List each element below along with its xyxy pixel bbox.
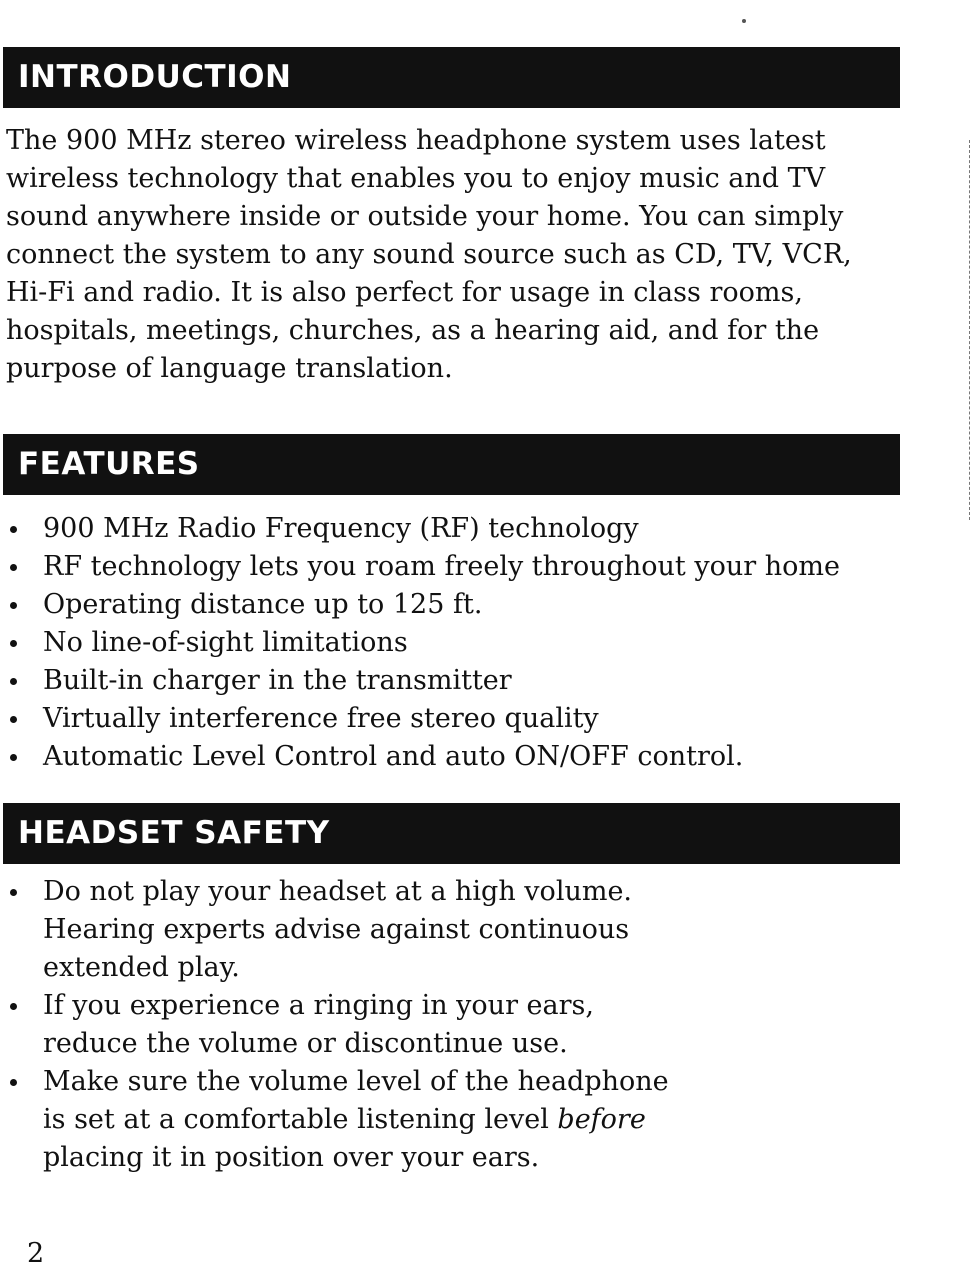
safety-line: placing it in position over your ears. [43, 1142, 540, 1173]
introduction-line: connect the system to any sound source such as CD, TV, VCR, [6, 239, 852, 270]
page-number: 2 [27, 1238, 45, 1269]
safety-list [0, 873, 669, 1177]
safety-item [0, 987, 669, 1063]
safety-line: Make sure the volume level of the headphone [43, 1066, 669, 1097]
feature-item: Automatic Level Control and auto ON/OFF control. [0, 738, 840, 776]
safety-item [0, 873, 669, 987]
introduction-paragraph [6, 122, 906, 388]
safety-line: extended play. [43, 952, 240, 983]
introduction-line: wireless technology that enables you to enjoy music and TV [6, 163, 826, 194]
feature-item: 900 MHz Radio Frequency (RF) technology [0, 510, 840, 548]
feature-item: RF technology lets you roam freely throughout your home [0, 548, 840, 586]
safety-line: Hearing experts advise against continuous [43, 914, 630, 945]
safety-line: Do not play your headset at a high volume. [43, 876, 633, 907]
introduction-heading: INTRODUCTION [3, 47, 900, 108]
introduction-line: The 900 MHz stereo wireless headphone system uses latest [6, 125, 826, 156]
features-list [0, 510, 840, 776]
introduction-line: Hi-Fi and radio. It is also perfect for usage in class rooms, [6, 277, 803, 308]
safety-line-with-emphasis [43, 1101, 669, 1139]
feature-item: Operating distance up to 125 ft. [0, 586, 840, 624]
safety-line-text: is set at a comfortable listening level [43, 1104, 558, 1135]
features-heading: FEATURES [3, 434, 900, 495]
introduction-line: sound anywhere inside or outside your home. You can simply [6, 201, 844, 232]
safety-line: reduce the volume or discontinue use. [43, 1028, 568, 1059]
feature-item: Virtually interference free stereo quality [0, 700, 840, 738]
scan-speck [742, 19, 746, 23]
feature-item: Built-in charger in the transmitter [0, 662, 840, 700]
safety-line: If you experience a ringing in your ears, [43, 990, 594, 1021]
safety-item [0, 1063, 669, 1177]
scan-edge-mark [969, 140, 971, 520]
introduction-line: purpose of language translation. [6, 353, 453, 384]
feature-item: No line-of-sight limitations [0, 624, 840, 662]
headset-safety-heading: HEADSET SAFETY [3, 803, 900, 864]
introduction-line: hospitals, meetings, churches, as a hearing aid, and for the [6, 315, 820, 346]
emphasis-before: before [557, 1104, 646, 1135]
